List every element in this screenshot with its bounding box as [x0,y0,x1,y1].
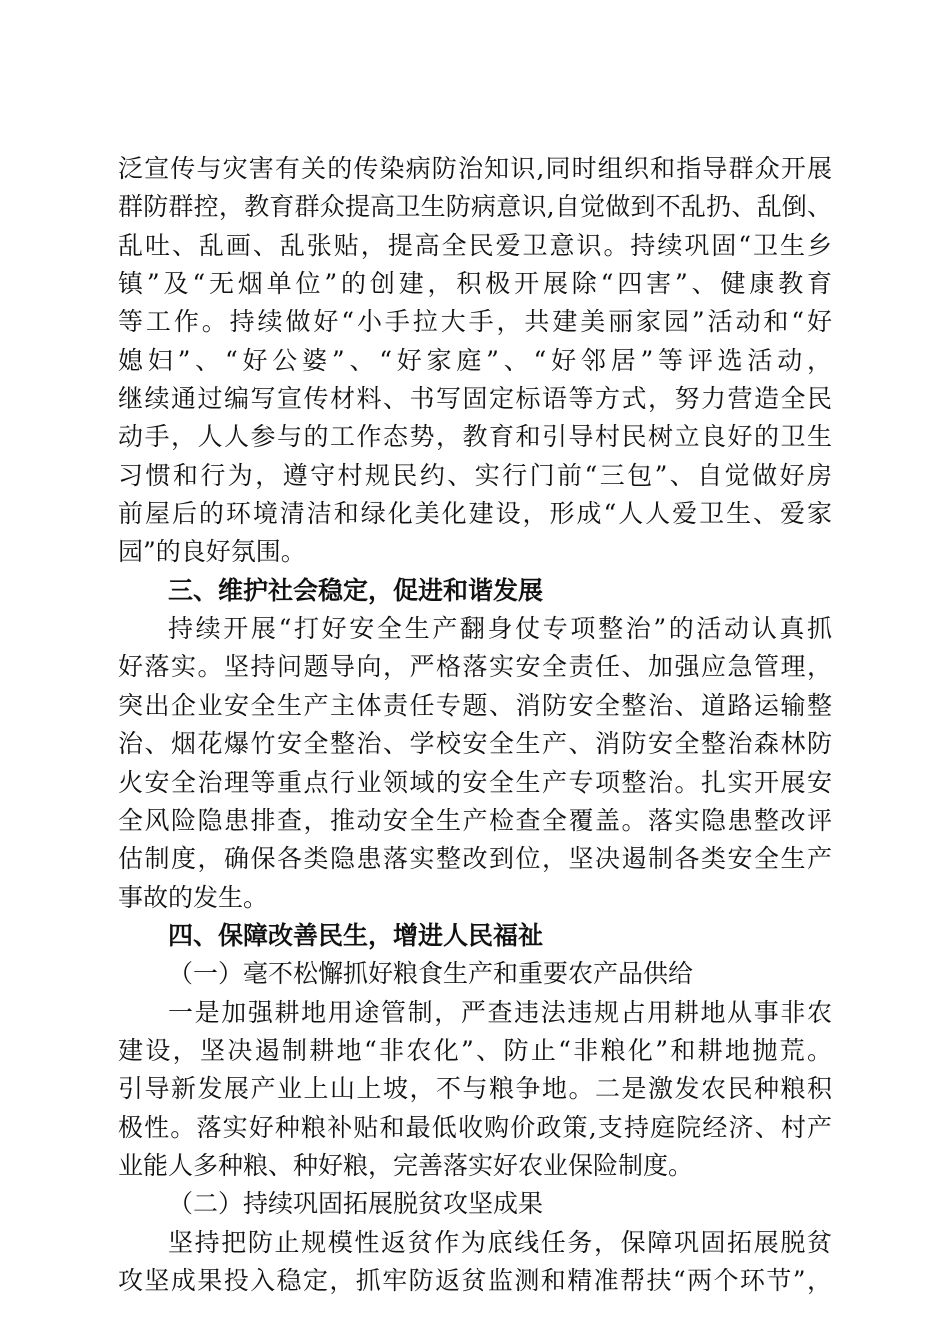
text-line: 等工作。持续做好“小手拉大手，共建美丽家园”活动和“好 [118,307,832,337]
text-line: 动手，人人参与的工作态势，教育和引导村民树立良好的卫生 [118,422,832,452]
subsection-heading-2: （二）持续巩固拓展脱贫攻坚成果 [168,1189,544,1219]
text-line: 估制度，确保各类隐患落实整改到位，坚决遏制各类安全生产 [118,844,832,874]
text-line: 治、烟花爆竹安全整治、学校安全生产、消防安全整治森林防 [118,729,832,759]
text-line: 继续通过编写宣传材料、书写固定标语等方式，努力营造全民 [118,384,832,414]
text-line: 媳妇”、“好公婆”、“好家庭”、“好邻居”等评选活动， [118,345,832,375]
text-line: 镇”及“无烟单位”的创建，积极开展除“四害”、健康教育 [118,269,832,299]
text-line: 全风险隐患排查，推动安全生产检查全覆盖。落实隐患整改评 [118,805,832,835]
text-line: 攻坚成果投入稳定，抓牢防返贫监测和精准帮扶“两个环节”， [118,1265,832,1295]
paragraph-sanitation [118,150,832,572]
text-line: 极性。落实好种粮补贴和最低收购价政策,支持庭院经济、村产 [118,1112,832,1142]
text-line: 突出企业安全生产主体责任专题、消防安全整治、道路运输整 [118,690,832,720]
subsection-heading-1: （一）毫不松懈抓好粮食生产和重要农产品供给 [168,959,694,989]
text-line: 乱吐、乱画、乱张贴，提高全民爱卫意识。持续巩固“卫生乡 [118,230,832,260]
text-line: 前屋后的环境清洁和绿化美化建设，形成“人人爱卫生、爱家 [118,499,832,529]
text-line: 园”的良好氛围。 [118,537,306,567]
text-line: 坚持把防止规模性返贫作为底线任务，保障巩固拓展脱贫 [168,1227,832,1257]
text-line: 业能人多种粮、种好粮，完善落实好农业保险制度。 [118,1150,694,1180]
text-line: 持续开展“打好安全生产翻身仗专项整治”的活动认真抓 [168,614,832,644]
text-line: 群防群控，教育群众提高卫生防病意识,自觉做到不乱扔、乱倒、 [118,192,832,222]
text-line: 一是加强耕地用途管制，严查违法违规占用耕地从事非农 [168,997,832,1027]
paragraph-grain [118,994,832,1186]
section-heading-4: 四、保障改善民生，增进人民福祉 [168,920,544,950]
text-line: 习惯和行为，遵守村规民约、实行门前“三包”、自觉做好房 [118,460,832,490]
text-line: 火安全治理等重点行业领域的安全生产专项整治。扎实开展安 [118,767,832,797]
paragraph-safety [118,610,832,917]
text-line: 好落实。坚持问题导向，严格落实安全责任、加强应急管理， [118,652,832,682]
section-heading-3: 三、维护社会稳定，促进和谐发展 [168,575,544,605]
text-line: 建设，坚决遏制耕地“非农化”、防止“非粮化”和耕地抛荒。 [118,1035,832,1065]
text-line: 泛宣传与灾害有关的传染病防治知识,同时组织和指导群众开展 [118,154,832,183]
text-line: 引导新发展产业上山上坡，不与粮争地。二是激发农民种粮积 [118,1074,832,1104]
text-line: 事故的发生。 [118,882,269,912]
paragraph-poverty [118,1224,832,1301]
